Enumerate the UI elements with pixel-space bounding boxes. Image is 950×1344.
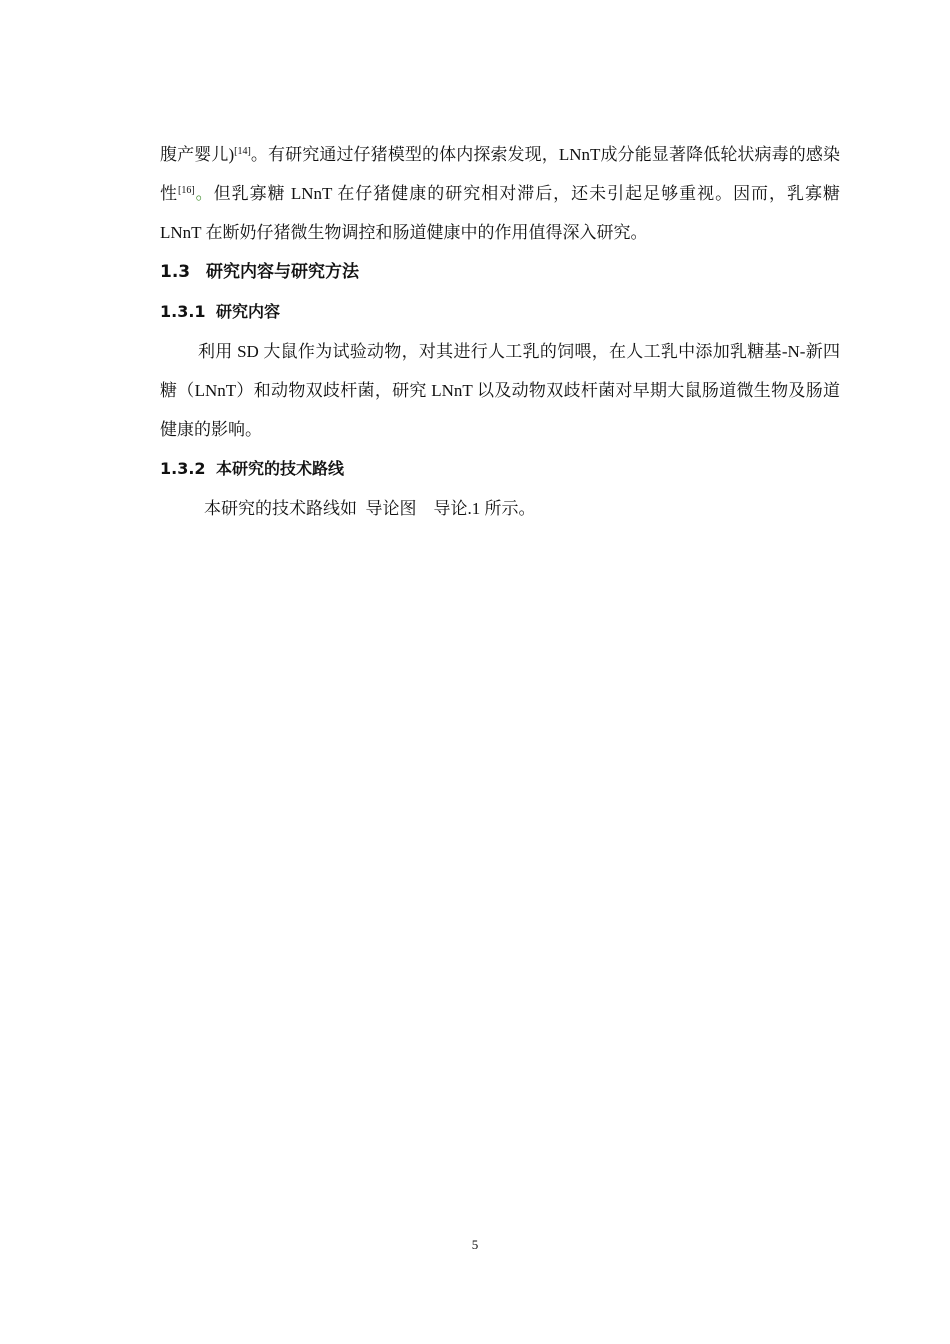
paragraph-intro-text-3: 但乳寡糖 LNnT 在仔猪健康的研究相对滞后，还未引起足够重视。因而，乳寡糖 LNnT 在断奶仔猪微生物调控和肠道健康中的作用值得深入研究。 — [160, 184, 841, 242]
section-title-1-3-1: 研究内容 — [216, 302, 281, 321]
section-title-1-3-2: 本研究的技术路线 — [216, 459, 345, 478]
section-heading-1-3-1 — [160, 292, 840, 332]
section-number-1-3-2: 1.3.2 — [160, 459, 206, 478]
section-number-1-3-1: 1.3.1 — [160, 302, 206, 321]
paragraph-intro-period-green: 。 — [194, 184, 214, 203]
paragraph-technical-route: 本研究的技术路线如 导论图 导论.1 所示。 — [204, 499, 536, 518]
paragraph-intro-text-2: 。有研究通过仔猪模型的体内探索发现，LNnT成分能显著降低轮状病毒的感染性 — [160, 145, 840, 203]
citation-16[interactable]: [16] — [178, 185, 195, 196]
section-title-1-3: 研究内容与研究方法 — [206, 262, 359, 282]
paragraph-intro — [160, 135, 840, 252]
page-number: 5 — [471, 1237, 479, 1252]
section-number-1-3: 1.3 — [160, 262, 191, 282]
section-heading-1-3 — [160, 252, 840, 292]
paragraph-research-content: 利用 SD 大鼠作为试验动物，对其进行人工乳的饲喂，在人工乳中添加乳糖基-N-新四糖（LNnT）和动物双歧杆菌，研究 LNnT 以及动物双歧杆菌对早期大鼠肠道微生物及肠道健康的影响。 — [160, 342, 840, 439]
page-content — [160, 135, 840, 528]
paragraph-intro-text-1: 腹产婴儿) — [160, 145, 235, 164]
citation-14[interactable]: [14] — [234, 146, 251, 157]
section-heading-1-3-2 — [160, 449, 840, 489]
